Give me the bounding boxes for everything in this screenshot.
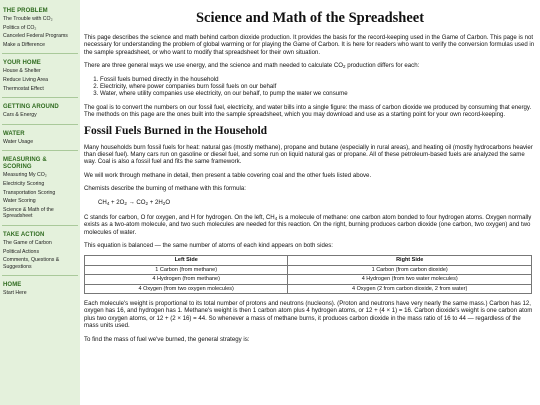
sidebar-heading: GETTING AROUND — [3, 104, 59, 111]
sidebar-section-getting-around — [0, 104, 80, 120]
sidebar-item-political-actions[interactable]: Political Actions — [3, 248, 40, 255]
methane-detail-paragraph: We will work through methane in detail, then present a table covering coal and the other fuels listed above. — [84, 171, 372, 179]
energy-ways-list — [84, 76, 536, 98]
table-cell: 4 Oxygen (from two oxygen molecules) — [85, 284, 288, 293]
sidebar-section-home — [0, 282, 80, 298]
page-title: Science and Math of the Spreadsheet — [195, 10, 425, 26]
sidebar-divider — [2, 97, 78, 98]
sidebar-item-start-here[interactable]: Start Here — [3, 290, 27, 297]
column-header: Right Side — [288, 256, 532, 265]
sidebar-heading: TAKE ACTION — [3, 231, 45, 238]
sidebar — [0, 0, 80, 405]
sidebar-item-cars-energy[interactable]: Cars & Energy — [3, 112, 37, 119]
table-cell: 4 Hydrogen (from methane) — [85, 275, 288, 284]
atoms-paragraph: C stands for carbon, O for oxygen, and H for hydrogen. On the left, $CH_4$ is a molecule of methane: one carbon atom bonded to four hydrogen atoms. Oxygen normally exists as a two-atom molecule, and two such molecules are needed for this reaction. On the right, burning produces carbon dioxide (one carbon, two oxygen) and two molecules of water. — [84, 213, 532, 236]
sidebar-section-the-problem — [0, 0, 80, 49]
sidebar-item-thermostat-effect[interactable]: Thermostat Effect — [3, 85, 44, 92]
fuels-paragraph: Many households burn fossil fuels for heat: natural gas (mostly methane), propane and butane (especially in rural areas), and heating oil (mostly hydrocarbons heavier than diesel fuel). Many cars run on gasoline or diesel fuel, and some run on liquid natural gas or propane. All of these petroleum-based fuels are analyzed the same way. Coal is also a fossil fuel and fits the same framework. — [84, 143, 533, 166]
atom-balance-table — [84, 255, 532, 294]
sidebar-item-make-a-difference[interactable]: Make a Difference — [3, 41, 46, 48]
table-cell: 4 Hydrogen (from two water molecules) — [288, 275, 532, 284]
column-header: Left Side — [85, 256, 288, 265]
sidebar-heading: YOUR HOME — [3, 60, 41, 67]
sidebar-item-the-game-of-carbon[interactable]: The Game of Carbon — [3, 239, 52, 246]
sidebar-item-reduce-living-area[interactable]: Reduce Living Area — [3, 76, 48, 83]
table-row — [85, 265, 532, 274]
sidebar-item-water-scoring[interactable]: Water Scoring — [3, 198, 36, 205]
list-item: 3. Water, where utility companies use electricity, on our behalf, to pump the water we consume — [100, 90, 536, 97]
sidebar-divider — [2, 150, 78, 151]
sidebar-divider — [2, 225, 78, 226]
table-row — [85, 275, 532, 284]
table-cell: 1 Carbon (from carbon dioxide) — [288, 265, 532, 274]
balanced-paragraph: This equation is balanced — the same number of atoms of each kind appears on both sides: — [84, 241, 333, 249]
sidebar-item-water-usage[interactable]: Water Usage — [3, 138, 34, 145]
chemists-paragraph: Chemists describe the burning of methane with this formula: — [84, 185, 246, 193]
sidebar-heading: MEASURING & SCORING — [3, 157, 47, 171]
table-cell: 4 Oxygen (2 from carbon dioxide, 2 from water) — [288, 284, 532, 293]
sidebar-heading: HOME — [3, 282, 22, 289]
goal-paragraph: The goal is to convert the numbers on our fossil fuel, electricity, and water bills into a single figure: the mass of carbon dioxide we produced by consuming that energy. The methods on this page are the ones built into the sample spreadsheet, which you may download and use as a starting point for your own record-keeping. — [84, 103, 532, 119]
list-item: 1. Fossil fuels burned directly in the household — [100, 76, 536, 83]
sidebar-item-transportation-scoring[interactable]: Transportation Scoring — [3, 189, 56, 196]
table-row — [85, 284, 532, 293]
ways-intro: There are three general ways we use energy, and the science and math needed to calculate $CO_2$ production differs for each: — [84, 62, 420, 70]
intro-paragraph: This page describes the science and math behind carbon dioxide production. It provides the basis for the record-keeping used in the Game of Carbon. This page is not necessary for understanding the problem of global warming or for playing the Game of Carbon. It is here for readers who want to verify the conversion formulas used in the sample spreadsheet, or who want to modify that spreadsheet for their own situation. — [84, 34, 535, 56]
sidebar-section-take-action — [0, 232, 80, 271]
sidebar-item-canceled-federal-programs[interactable]: Canceled Federal Programs — [3, 33, 68, 40]
sidebar-divider — [2, 53, 78, 54]
sidebar-heading: THE PROBLEM — [3, 8, 48, 14]
weights-paragraph: Each molecule's weight is proportional to its total number of protons and neutrons (nucleons). (Proton and neutrons have very nearly the same mass.) Carbon has 12, oxygen has 16, and hydrogen has 1. Methane's weight is then 1 carbon atom plus 4 hydrogen atoms, or 12 + (4 × 1) = 16. Carbon dioxide's weight is one carbon atom plus two oxygen atoms, or 12 + (2 × 16) = 44. So whenever a mass of methane burns, it produces carbon dioxide in the mass ratio of 16 to 44 — regardless of the mass units used. — [84, 299, 533, 330]
table-cell: 1 Carbon (from methane) — [85, 265, 288, 274]
methane-equation: $CH_4 + 2O_2 \to CO_2 + 2H_2O$ — [98, 198, 171, 206]
sidebar-section-water — [0, 131, 80, 147]
sidebar-item-science-math-of-the-spreadsheet[interactable]: Science & Math of the Spreadsheet — [3, 206, 54, 220]
list-item: 2. Electricity, where power companies burn fossil fuels on our behalf — [100, 83, 536, 90]
sidebar-item-measuring-my-co[interactable]: Measuring My CO₂ — [3, 172, 47, 179]
sidebar-divider — [2, 124, 78, 125]
sidebar-item-politics-of-co[interactable]: Politics of CO₂ — [3, 24, 37, 31]
sidebar-item-comments-questions-suggestions[interactable]: Comments, Questions & Suggestions — [3, 257, 60, 270]
sidebar-section-measuring-scoring — [0, 157, 80, 221]
table-header-row — [85, 256, 532, 265]
sidebar-item-house-shelter[interactable]: House & Shelter — [3, 68, 41, 75]
sidebar-divider — [2, 275, 78, 276]
sidebar-heading: WATER — [3, 130, 25, 137]
sidebar-item-electricity-scoring[interactable]: Electricity Scoring — [3, 180, 45, 187]
strategy-paragraph: To find the mass of fuel we've burned, the general strategy is: — [84, 335, 250, 343]
sidebar-item-the-trouble-with-co[interactable]: The Trouble with CO₂ — [3, 16, 53, 22]
main-content — [84, 0, 536, 405]
section-heading-fossil-fuels: Fossil Fuels Burned in the Household — [84, 124, 268, 137]
sidebar-section-your-home — [0, 60, 80, 93]
